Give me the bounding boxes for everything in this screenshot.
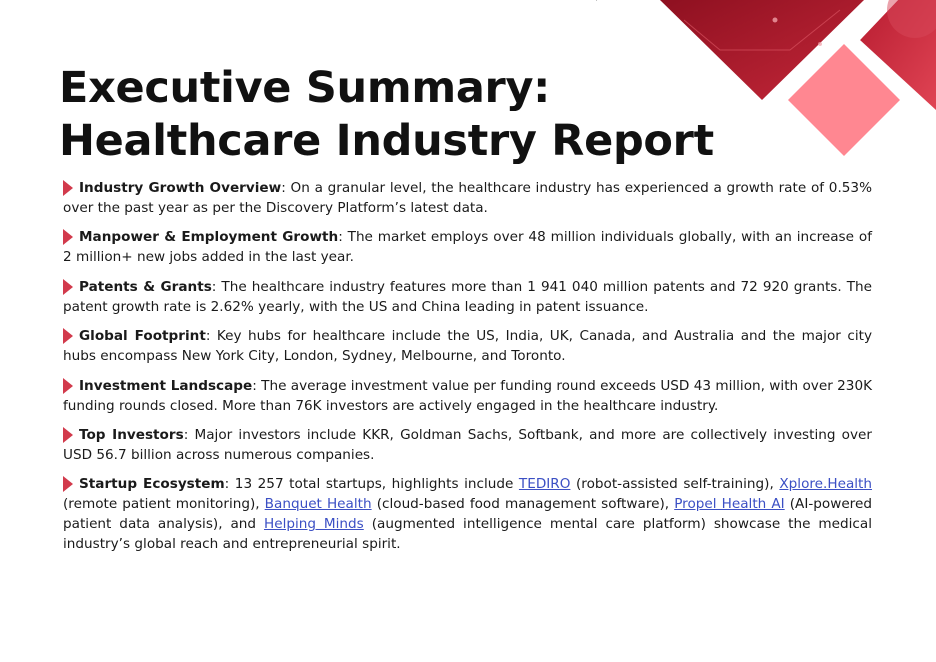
bullet-label: Patents & Grants: [79, 278, 212, 295]
pink-diamond-shape: [788, 44, 900, 156]
bullet-startup-ecosystem: [63, 474, 872, 554]
page-title: [59, 62, 714, 168]
triangle-right-icon: [63, 279, 73, 295]
bullet-text: : On a granular level, the healthcare industry has experienced a growth rate of 0.53% over the past year as per the Discovery Platform’s latest data.: [63, 180, 872, 216]
bullet-label: Top Investors: [79, 426, 184, 443]
title-line-1: Executive Summary:: [59, 63, 551, 113]
triangle-right-icon: [63, 378, 73, 394]
bullet-label: Manpower & Employment Growth: [79, 229, 339, 246]
triangle-right-icon: [63, 328, 73, 344]
bullet-text: : The average investment value per funding round exceeds USD 43 million, with over 230K funding rounds closed. More than 76K investors are actively engaged in the healthcare industry.: [63, 377, 873, 414]
bullet-label: Investment Landscape: [79, 377, 253, 394]
bullet-text: : The healthcare industry features more than 1 941 040 million patents and 72 920 grants. The patent growth rate is 2.62% yearly, with the US and China leading in patent issuance.: [63, 278, 872, 315]
bullet-text: (AI-powered patient data analysis), and: [63, 496, 872, 533]
bullet-patents: [63, 277, 872, 317]
bullet-text: (robot-assisted self-training),: [570, 476, 780, 493]
bullet-global-footprint: [63, 326, 872, 366]
red-sliver-shape: [852, 0, 898, 40]
bullet-top-investors: [63, 425, 872, 465]
link-tediro[interactable]: TEDIRO: [518, 476, 571, 493]
bullet-text: : Major investors include KKR, Goldman Sachs, Softbank, and more are collectively investing over USD 56.7 billion across numerous companies.: [63, 426, 872, 463]
triangle-right-icon: [63, 427, 73, 443]
link-xplore-health[interactable]: Xplore.Health: [779, 476, 873, 493]
globe-accent-shape: [887, 0, 936, 38]
triangle-right-icon: [63, 476, 73, 492]
bullet-text: (remote patient monitoring),: [63, 496, 265, 513]
link-banquet-health[interactable]: Banquet Health: [264, 496, 372, 513]
link-propel-health-ai[interactable]: Propel Health AI: [674, 496, 785, 513]
bullet-manpower: [63, 227, 872, 267]
bullet-investment: [63, 376, 872, 416]
title-line-2: Healthcare Industry Report: [59, 116, 714, 166]
triangle-right-icon: [63, 229, 73, 245]
red-right-triangle-shape: [860, 0, 936, 110]
bullet-text: : The market employs over 48 million individuals globally, with an increase of 2 million+ new jobs added in the last year.: [63, 229, 872, 266]
bullet-industry-growth: [63, 178, 872, 218]
bullet-text: : Key hubs for healthcare include the US, India, UK, Canada, and Australia and the major city hubs encompass New York City, London, Sydney, Melbourne, and Toronto.: [63, 328, 872, 365]
link-helping-minds[interactable]: Helping Minds: [263, 516, 364, 533]
bullet-label: Startup Ecosystem: [79, 476, 225, 493]
summary-bullet-list: [63, 178, 872, 564]
bullet-label: Industry Growth Overview: [79, 180, 282, 196]
circuit-dot-shape: [773, 18, 778, 23]
circuit-dot-shape: [818, 42, 822, 46]
triangle-right-icon: [63, 180, 73, 196]
bullet-text: (cloud-based food management software),: [371, 496, 675, 513]
circuit-line-shape: [684, 10, 840, 50]
bullet-text: : 13 257 total startups, highlights include: [224, 476, 519, 493]
bullet-label: Global Footprint: [79, 328, 206, 345]
bullet-text: (augmented intelligence mental care platform) showcase the medical industry’s global reach and entrepreneurial spirit.: [63, 516, 872, 553]
